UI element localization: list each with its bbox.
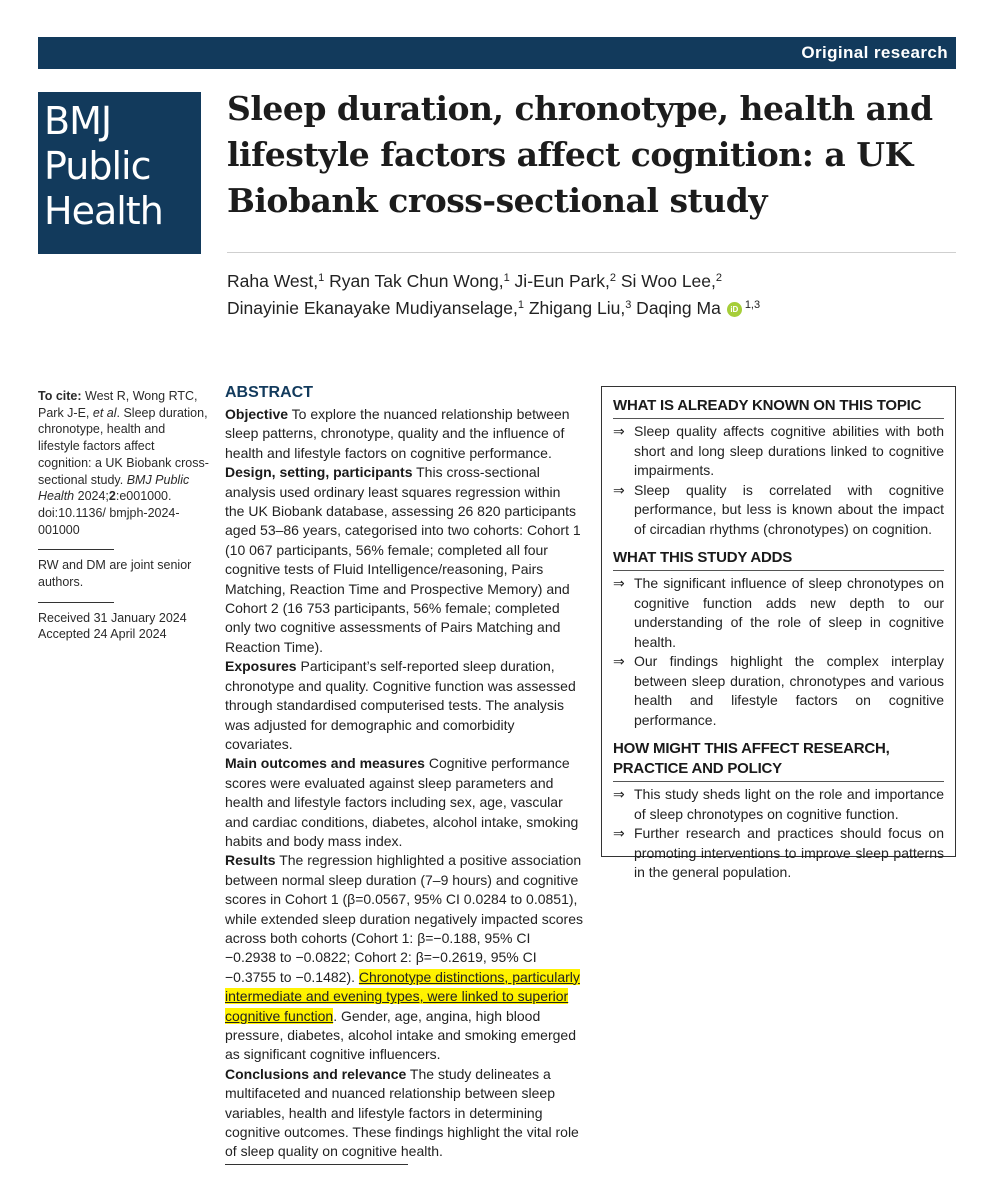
cite-volume: 2: [108, 489, 116, 504]
abstract-design: [225, 463, 583, 657]
arrow-icon: ⇒: [613, 786, 625, 802]
author-name[interactable]: Ryan Tak Chun Wong,: [324, 271, 504, 291]
author-name[interactable]: Zhigang Liu,: [524, 298, 626, 318]
author-affiliation: 1: [517, 299, 524, 311]
list-item-text: This study sheds light on the role and importance of sleep chronotypes on cognitive function.: [634, 786, 944, 822]
box-divider: [613, 418, 944, 419]
cite-journal: BMJ Public Health: [38, 472, 190, 504]
section-text: This cross-sectional analysis used ordinary least squares regression within the UK Biobank database, assessing 26 820 participants aged 53–86 years, categorised into two cohorts: Cohort 1 (10 067 participants, 56% female; completed all four cognitive tests of Fluid Intelligence/reasoning, Pairs Matching, Reaction Time and Prospective Memory) and Cohort 2 (16 753 participants, 56% female; completed only two cognitive assessments of Pairs Matching and Reaction Time).: [225, 464, 581, 655]
author-affiliation: 1: [503, 272, 510, 284]
arrow-icon: ⇒: [613, 481, 625, 498]
key-messages-box: [601, 386, 956, 880]
list-item-text: Sleep quality affects cognitive abilities with both short and long sleep durations linked to cognitive impairments.: [634, 423, 944, 478]
abstract-end-rule: [225, 1164, 408, 1165]
arrow-icon: ⇒: [613, 825, 625, 841]
author-affiliation: 2: [609, 272, 616, 284]
author-name[interactable]: Ji-Eun Park,: [509, 271, 610, 291]
section-label: Original research: [801, 43, 948, 62]
author-name[interactable]: Dinayinie Ekanayake Mudiyanselage,: [227, 298, 518, 318]
list-item: [613, 785, 944, 824]
box-divider: [613, 570, 944, 571]
list-item: [613, 824, 944, 883]
author-name[interactable]: Si Woo Lee,: [616, 271, 716, 291]
list-item: [613, 422, 944, 481]
sidebar-divider: [38, 549, 114, 550]
cite-doi[interactable]: :e001000. doi:10.1136/ bmjph-2024-001000: [38, 489, 180, 537]
citation-block: [38, 388, 210, 538]
list-item: [613, 652, 944, 730]
box-list: [613, 422, 944, 539]
abstract-outcomes: [225, 754, 583, 851]
list-item-text: The significant influence of sleep chronotypes on cognitive function adds new depth to our understanding of the role of sleep in cognitive health.: [634, 575, 944, 650]
abstract-heading: ABSTRACT: [225, 384, 313, 401]
orcid-icon[interactable]: iD: [727, 302, 742, 317]
section-label: Exposures: [225, 658, 297, 675]
author-line: [227, 268, 967, 295]
box-list: [613, 574, 944, 730]
received-date: Received 31 January 2024: [38, 610, 187, 625]
sidebar-divider: [38, 602, 114, 603]
arrow-icon: ⇒: [613, 653, 625, 669]
cite-year: 2024;: [74, 489, 109, 504]
citation-sidebar: [38, 388, 210, 643]
box-heading: HOW MIGHT THIS AFFECT RESEARCH, PRACTICE AND POLICY: [613, 740, 890, 777]
logo-line: BMJ: [44, 99, 112, 143]
title-divider: [227, 252, 956, 253]
highlighted-text[interactable]: Chronotype distinctions, particularly intermediate and evening types, were linked to superior cognitive function: [225, 968, 580, 1024]
accepted-date: Accepted 24 April 2024: [38, 627, 167, 642]
author-affiliation: 2: [715, 272, 722, 284]
list-item: [613, 481, 944, 540]
arrow-icon: ⇒: [613, 423, 625, 439]
journal-logo: [38, 92, 201, 254]
abstract-objective: [225, 405, 583, 463]
author-affiliation: 3: [625, 299, 632, 311]
section-label: Conclusions and relevance: [225, 1065, 407, 1082]
abstract: [225, 383, 583, 1162]
author-name[interactable]: Raha West,: [227, 271, 319, 291]
box-divider: [613, 781, 944, 782]
author-affiliation: 1,3: [744, 299, 761, 311]
author-affiliation: 1: [318, 272, 325, 284]
section-text: Participant’s self-reported sleep duration, chronotype and quality. Cognitive function was assessed through standardised computerised tests. The analysis was adjusted for demographic and comorbidity covariates.: [225, 658, 576, 752]
list-item-text: Further research and practices should focus on promoting interventions to improve sleep patterns in the general population.: [634, 825, 944, 880]
section-banner: [38, 37, 956, 69]
author-list: [227, 268, 967, 322]
section-label: Design, setting, participants: [225, 464, 413, 481]
list-item-text: Our findings highlight the complex interplay between sleep duration, chronotypes and various health and lifestyle factors on cognitive performance.: [634, 653, 944, 728]
box-list: [613, 785, 944, 883]
section-text: The regression highlighted a positive association between normal sleep duration (7–9 hours) and cognitive scores in Cohort 1 (β=0.0567, 95% CI 0.0284 to 0.0851), while extended sleep duration negatively impacted scores across both cohorts (Cohort 1: β=−0.188, 95% CI −0.2938 to −0.0822; Cohort 2: β=−0.2619, 95% CI −0.3755 to −0.1482).: [225, 852, 583, 985]
author-line: [227, 295, 967, 322]
abstract-results: [225, 851, 583, 1064]
cite-text: West R, Wong RTC, Park J-E,: [38, 389, 198, 420]
abstract-exposures: [225, 657, 583, 754]
box-heading: WHAT IS ALREADY KNOWN ON THIS TOPIC: [613, 397, 922, 414]
section-label: Main outcomes and measures: [225, 755, 425, 772]
cite-text: . Sleep duration, chronotype, health and lifestyle factors affect cognition: a UK Biobank cross-sectional study.: [38, 405, 209, 487]
list-item: [613, 574, 944, 652]
section-text: To explore the nuanced relationship between sleep patterns, chronotype, quality and the influence of health and lifestyle factors on cognitive performance.: [225, 406, 570, 461]
section-text: . Gender, age, angina, high blood pressure, diabetes, alcohol intake and smoking emerged as significant cognitive influencers.: [225, 1007, 576, 1063]
section-text: Cognitive performance scores were evaluated against sleep parameters and health and lifestyle factors including sex, age, vascular and cardiac conditions, diabetes, alcohol intake, smoking habits and body mass index.: [225, 755, 579, 849]
logo-line: Health: [44, 189, 163, 233]
article-title: Sleep duration, chronotype, health and lifestyle factors affect cognition: a UK Biobank cross-sectional study: [227, 89, 933, 220]
abstract-conclusions: [225, 1065, 583, 1162]
cite-et-al: et al: [92, 405, 117, 420]
section-text: The study delineates a multifaceted and nuanced relationship between sleep variables, health and lifestyle factors in determining cognitive outcomes. These findings highlight the vital role of sleep quality on cognitive health.: [225, 1065, 579, 1160]
box-heading: WHAT THIS STUDY ADDS: [613, 549, 793, 566]
list-item-text: Sleep quality is correlated with cognitive performance, but less is known about the impact of circadian rhythms (chronotypes) on cognition.: [634, 481, 944, 537]
section-label: Objective: [225, 406, 289, 422]
section-label: Results: [225, 852, 276, 869]
author-name[interactable]: Daqing Ma: [631, 298, 721, 318]
arrow-icon: ⇒: [613, 575, 625, 591]
cite-label: To cite:: [38, 389, 82, 403]
joint-authors-note: RW and DM are joint senior authors.: [38, 558, 192, 590]
logo-line: Public: [44, 144, 151, 188]
